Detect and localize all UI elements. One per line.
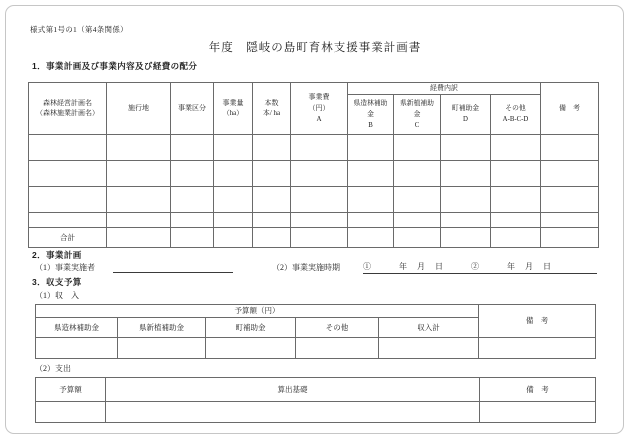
- th-site: 施行地: [107, 83, 171, 135]
- th-income-total: 収入計: [379, 318, 479, 338]
- empty-cell: [253, 160, 291, 186]
- empty-cell: [291, 227, 348, 247]
- implementer-blank-line: [113, 262, 233, 273]
- empty-cell: [36, 338, 118, 359]
- empty-cell: [480, 402, 596, 423]
- empty-cell: [214, 134, 253, 160]
- section3-heading: 3．収支予算: [32, 277, 82, 287]
- empty-cell: [107, 160, 171, 186]
- empty-cell: [541, 227, 599, 247]
- empty-cell: [118, 338, 206, 359]
- empty-cell: [348, 160, 394, 186]
- empty-cell: [441, 160, 491, 186]
- total-label-cell: 合計: [29, 227, 107, 247]
- empty-cell: [171, 160, 214, 186]
- income-table: [35, 304, 596, 359]
- table-row: [36, 402, 596, 423]
- th-income-remarks: 備 考: [479, 305, 596, 338]
- period-label: （2）事業実施時期: [272, 263, 340, 272]
- empty-cell: [296, 338, 379, 359]
- th-pref-forest-subsidy: 県造林補助 金 B: [348, 94, 394, 134]
- empty-cell: [394, 186, 441, 212]
- expense-label: （2）支出: [35, 364, 71, 373]
- th-town-subsidy: 町補助金 D: [441, 94, 491, 134]
- expense-table: [35, 377, 596, 423]
- empty-cell: [348, 212, 394, 227]
- empty-cell: [29, 186, 107, 212]
- empty-cell: [441, 212, 491, 227]
- empty-cell: [541, 134, 599, 160]
- th-category: 事業区分: [171, 83, 214, 135]
- th-other: その他: [296, 318, 379, 338]
- th-budget-amount: 予算額: [36, 378, 106, 402]
- empty-cell: [106, 402, 480, 423]
- section2-heading: 2．事業計画: [32, 250, 82, 260]
- empty-cell: [171, 212, 214, 227]
- th-cost-breakdown: 経費内訳: [348, 83, 541, 95]
- th-tree-count: 本数 本/ ha: [253, 83, 291, 135]
- empty-cell: [291, 134, 348, 160]
- section1-heading: 1．事業計画及び事業内容及び経費の配分: [32, 61, 198, 71]
- empty-cell: [541, 186, 599, 212]
- empty-cell: [291, 160, 348, 186]
- empty-cell: [394, 227, 441, 247]
- empty-cell: [379, 338, 479, 359]
- th-pref-forest-subsidy: 県造林補助金: [36, 318, 118, 338]
- empty-cell: [107, 134, 171, 160]
- table-row: [29, 186, 599, 212]
- empty-cell: [206, 338, 296, 359]
- empty-cell: [29, 212, 107, 227]
- empty-cell: [171, 186, 214, 212]
- th-expense-remarks: 備 考: [480, 378, 596, 402]
- empty-cell: [253, 227, 291, 247]
- empty-cell: [441, 227, 491, 247]
- empty-cell: [171, 134, 214, 160]
- th-budget-amount: 予算額（円）: [36, 305, 479, 318]
- empty-cell: [214, 227, 253, 247]
- empty-cell: [441, 134, 491, 160]
- empty-cell: [394, 212, 441, 227]
- empty-cell: [29, 134, 107, 160]
- empty-cell: [171, 227, 214, 247]
- empty-cell: [394, 160, 441, 186]
- page-title: 年度 隠岐の島町育林支援事業計画書: [208, 42, 422, 54]
- empty-cell: [394, 134, 441, 160]
- empty-cell: [541, 212, 599, 227]
- empty-cell: [348, 186, 394, 212]
- implementer-label: （1）事業実施者: [35, 263, 95, 272]
- empty-cell: [491, 160, 541, 186]
- empty-cell: [491, 134, 541, 160]
- table-row: [29, 134, 599, 160]
- th-other: その他 A-B-C-D: [491, 94, 541, 134]
- th-remarks: 備 考: [541, 83, 599, 135]
- period-value-line: ① 年 月 日 ② 年 月 日: [363, 261, 597, 274]
- empty-cell: [491, 227, 541, 247]
- total-row: [29, 227, 599, 247]
- th-project-cost: 事業費 （円） A: [291, 83, 348, 135]
- empty-cell: [253, 212, 291, 227]
- empty-cell: [541, 160, 599, 186]
- empty-cell: [348, 134, 394, 160]
- th-pref-plant-subsidy: 県新植補助 金 C: [394, 94, 441, 134]
- empty-cell: [291, 212, 348, 227]
- table-row: [36, 338, 596, 359]
- empty-cell: [491, 186, 541, 212]
- empty-cell: [29, 160, 107, 186]
- table-row: [29, 212, 599, 227]
- empty-cell: [214, 212, 253, 227]
- form-number-label: 様式第1号の1（第4条関係）: [30, 25, 128, 34]
- empty-cell: [491, 212, 541, 227]
- empty-cell: [107, 227, 171, 247]
- th-town-subsidy: 町補助金: [206, 318, 296, 338]
- empty-cell: [441, 186, 491, 212]
- empty-cell: [214, 186, 253, 212]
- income-label: （1）収 入: [35, 291, 79, 300]
- empty-cell: [253, 186, 291, 212]
- empty-cell: [348, 227, 394, 247]
- project-plan-table: [28, 82, 599, 248]
- empty-cell: [291, 186, 348, 212]
- empty-cell: [36, 402, 106, 423]
- table-row: [29, 160, 599, 186]
- th-calculation-basis: 算出基礎: [106, 378, 480, 402]
- th-volume: 事業量 （ha）: [214, 83, 253, 135]
- empty-cell: [107, 186, 171, 212]
- empty-cell: [479, 338, 596, 359]
- empty-cell: [214, 160, 253, 186]
- empty-cell: [253, 134, 291, 160]
- th-pref-plant-subsidy: 県新植補助金: [118, 318, 206, 338]
- empty-cell: [107, 212, 171, 227]
- th-plan-name: 森林経営計画名 （森林施業計画名）: [29, 83, 107, 135]
